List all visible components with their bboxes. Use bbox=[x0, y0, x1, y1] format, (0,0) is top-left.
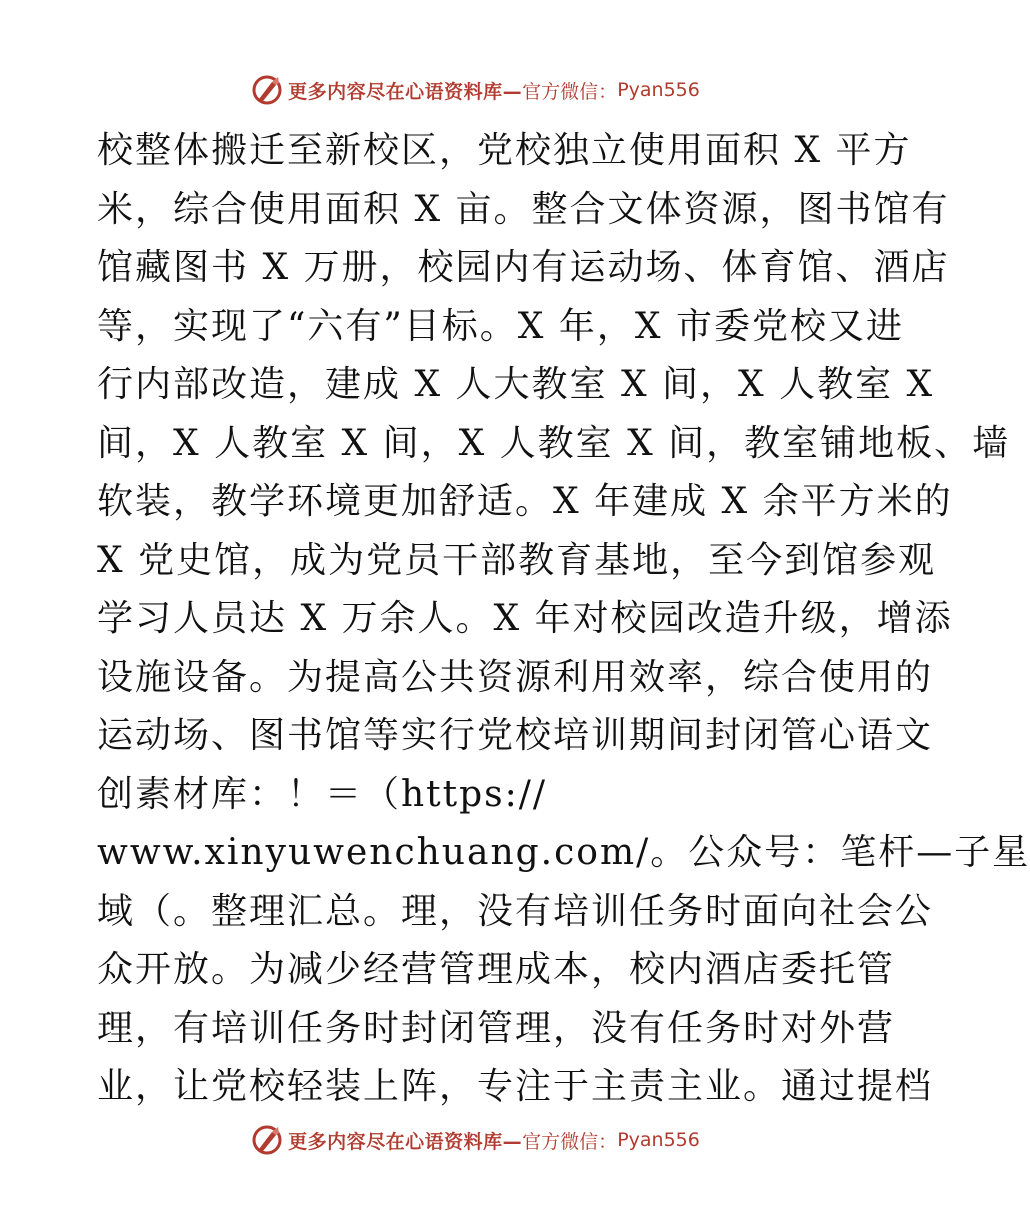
text-line: 软装，教学环境更加舒适。X 年建成 X 余平方米的 bbox=[97, 481, 953, 522]
text-line: 业，让党校轻装上阵，专注于主责主业。通过提档 bbox=[97, 1066, 934, 1107]
text-line: 米，综合使用面积 X 亩。整合文体资源，图书馆有 bbox=[97, 188, 950, 230]
text-line: X 党史馆，成为党员干部教育基地，至今到馆参观 bbox=[97, 539, 937, 581]
text-line: 行内部改造，建成 X 人大教室 X 间，X 人教室 X bbox=[97, 364, 935, 405]
text-line: 等，实现了“六有”目标。X 年，X 市委党校又进 bbox=[97, 305, 904, 347]
quill-pen-logo-icon bbox=[250, 1123, 284, 1157]
text-line: 创素材库：！＝（https:// bbox=[97, 773, 548, 815]
footer-banner bbox=[0, 1120, 950, 1160]
text-line: 间，X 人教室 X 间，X 人教室 X 间，教室铺地板、墙 bbox=[97, 422, 1011, 464]
text-line: 运动场、图书馆等实行党校培训期间封闭管心语文 bbox=[97, 715, 934, 756]
header-banner bbox=[0, 70, 950, 110]
banner-wechat-label: 官方微信： bbox=[522, 1130, 618, 1153]
text-line: 馆藏图书 X 万册，校园内有运动场、体育馆、酒店 bbox=[97, 247, 950, 288]
banner-text: 更多内容尽在心语资料库— bbox=[288, 80, 523, 103]
text-line: 众开放。为减少经营管理成本，校内酒店委托管 bbox=[97, 949, 896, 990]
document-body bbox=[97, 122, 1030, 1117]
text-line: 校整体搬迁至新校区，党校独立使用面积 X 平方 bbox=[97, 130, 912, 171]
text-line: 学习人员达 X 万余人。X 年对校园改造升级，增添 bbox=[97, 598, 953, 639]
text-line: www.xinyuwenchuang.com/。公众号：笔杆—子星 bbox=[97, 832, 1030, 873]
banner-wechat-id: Pyan556 bbox=[617, 1129, 700, 1151]
banner-text: 更多内容尽在心语资料库— bbox=[288, 1130, 523, 1153]
banner-wechat-label: 官方微信： bbox=[522, 80, 618, 103]
banner-wechat-id: Pyan556 bbox=[617, 79, 700, 101]
text-line: 域（。整理汇总。理，没有培训任务时面向社会公 bbox=[97, 890, 934, 932]
text-line: 理，有培训任务时封闭管理，没有任务时对外营 bbox=[97, 1007, 896, 1049]
quill-pen-logo-icon bbox=[250, 73, 284, 107]
text-line: 设施设备。为提高公共资源利用效率，综合使用的 bbox=[97, 656, 934, 698]
